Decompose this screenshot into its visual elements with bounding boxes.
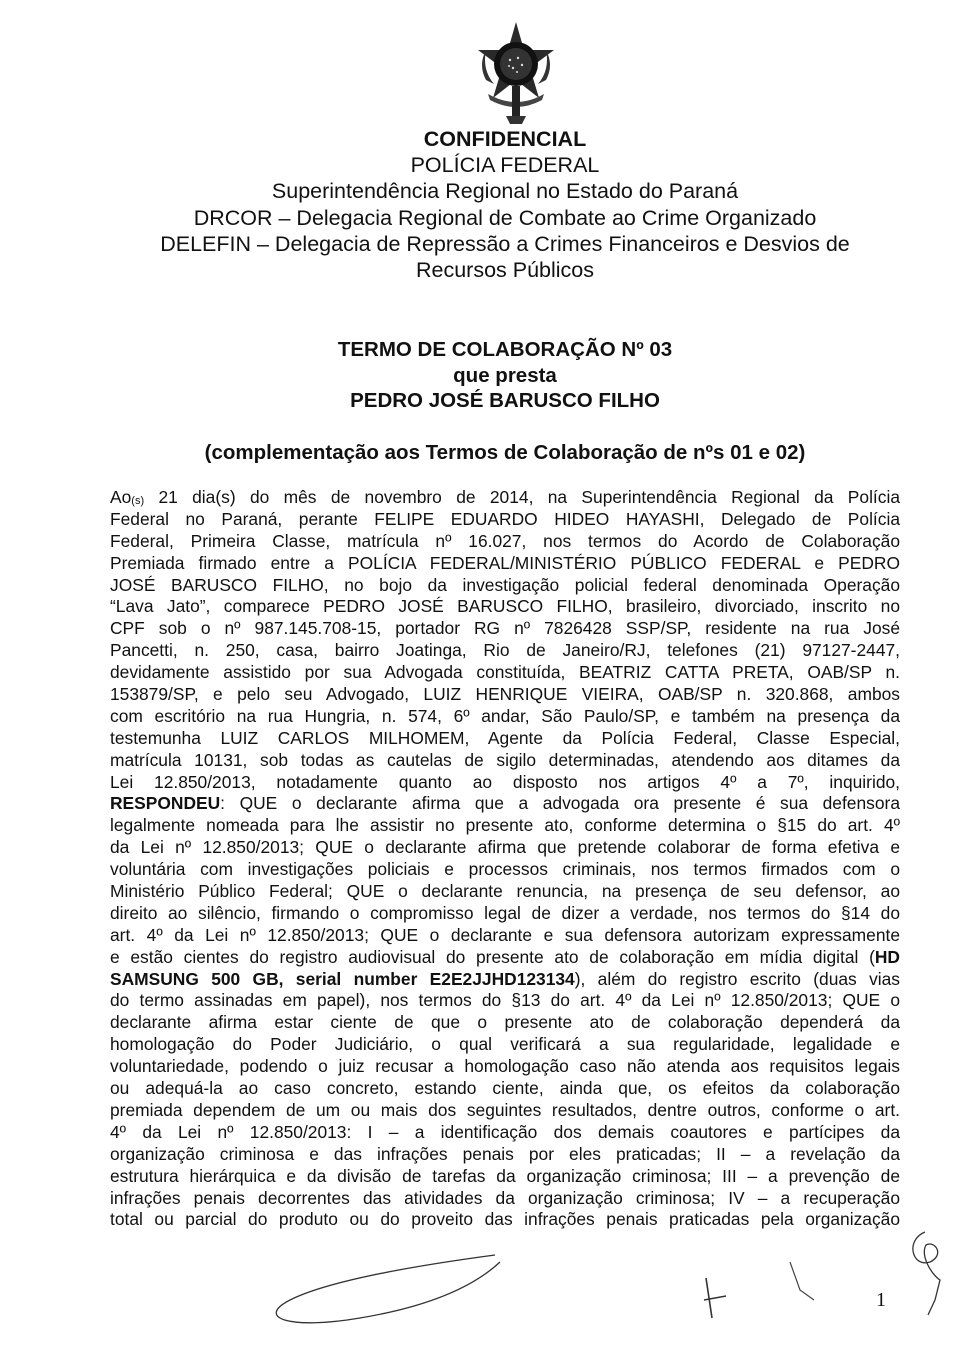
body-line: SAMSUNG 500 GB, serial number E2E2JJHD123134), além do registro escrito (duas vias bbox=[110, 968, 900, 989]
title-line-1: TERMO DE COLABORAÇÃO Nº 03 bbox=[337, 338, 673, 361]
body-line: homologação do Poder Judiciário, o qual verificará a sua regularidade, legalidade e bbox=[110, 1034, 900, 1055]
body-line: devidamente assistido por sua Advogada constituída, BEATRIZ CATTA PRETA, OAB/SP n. bbox=[110, 662, 900, 683]
body-line: 4º da Lei nº 12.850/2013: I – a identificação dos demais coautores e partícipes da bbox=[110, 1121, 900, 1142]
superintendency-name: Superintendência Regional no Estado do Paraná bbox=[271, 179, 739, 204]
signature-initial-2 bbox=[790, 1262, 814, 1300]
delefin-name-line2: Recursos Públicos bbox=[415, 258, 595, 283]
body-line: voluntária com investigações policiais e processos criminais, nos termos firmados com o bbox=[110, 859, 900, 880]
body-line: Ao(s) 21 dia(s) do mês de novembro de 2014, na Superintendência Regional da Polícia bbox=[110, 487, 900, 507]
page-number: 1 bbox=[876, 1289, 886, 1311]
signature-initial-1 bbox=[704, 1278, 726, 1318]
body-line: Pancetti, n. 250, casa, bairro Joatinga, Rio de Janeiro/RJ, telefones (21) 97127-2447, bbox=[110, 640, 900, 661]
body-line: e estão cientes do registro audiovisual do presente ato de colaboração em mídia digital (HD bbox=[110, 946, 900, 967]
body-line: JOSÉ BARUSCO FILHO, no bojo da investigação policial federal denominada Operação bbox=[110, 574, 900, 595]
document-body bbox=[110, 487, 900, 1231]
confidential-label: CONFIDENCIAL bbox=[423, 127, 587, 151]
body-line: Ministério Público Federal; QUE o declarante renuncia, na presença de seu defensor, ao bbox=[110, 881, 900, 902]
body-line: da Lei nº 12.850/2013; QUE o declarante afirma que pretende colaborar de forma efetiva e bbox=[110, 837, 900, 858]
body-line: direito ao silêncio, firmando o compromisso legal de dizer a verdade, nos termos do §14 do bbox=[110, 902, 900, 923]
title-line-2: que presta bbox=[453, 363, 557, 387]
responded-label: RESPONDEU bbox=[110, 793, 221, 814]
body-line: infrações penais decorrentes das atividades da organização criminosa; IV – a recuperação bbox=[110, 1187, 900, 1208]
body-line: matrícula 10131, sob todas as cautelas de sigilo determinadas, atendendo aos ditames da bbox=[110, 749, 900, 770]
body-line: premiada dependem de um ou mais dos seguintes resultados, dentre outros, conforme o art. bbox=[110, 1099, 900, 1120]
document-title bbox=[110, 337, 900, 414]
brazil-coat-of-arms-icon bbox=[466, 20, 566, 130]
body-line: “Lava Jato”, comparece PEDRO JOSÉ BARUSCO FILHO, brasileiro, divorciado, inscrito no bbox=[110, 596, 900, 617]
delefin-name-line1: DELEFIN – Delegacia de Repressão a Crimes Financeiros e Desvios de bbox=[160, 231, 850, 256]
body-line: Premiada firmado entre a POLÍCIA FEDERAL/MINISTÉRIO PÚBLICO FEDERAL e PEDRO bbox=[110, 552, 900, 573]
body-line: art. 4º da Lei nº 12.850/2013; QUE o declarante e sua defensora autorizam expressamente bbox=[110, 924, 900, 945]
body-line: Federal, Primeira Classe, matrícula nº 16.027, nos termos do Acordo de Colaboração bbox=[110, 530, 900, 551]
body-line: ou adequá-la ao caso concreto, estando ciente, ainda que, os efeitos da colaboração bbox=[110, 1078, 900, 1099]
body-line: com escritório na rua Hungria, n. 574, 6º andar, São Paulo/SP, e também na presença da bbox=[110, 705, 900, 726]
document-subtitle: (complementação aos Termos de Colaboração de nºs 01 e 02) bbox=[204, 441, 806, 464]
body-line: organização criminosa e das infrações penais por eles praticadas; II – a revelação da bbox=[110, 1143, 900, 1164]
body-line: legalmente nomeada para lhe assistir no presente ato, conforme determina o §15 do art. 4º bbox=[110, 815, 900, 836]
body-line: Federal no Paraná, perante FELIPE EDUARDO HIDEO HAYASHI, Delegado de Polícia bbox=[110, 508, 900, 529]
body-line: 153879/SP, e pelo seu Advogado, LUIZ HENRIQUE VIEIRA, OAB/SP n. 320.868, ambos bbox=[110, 684, 900, 705]
body-line: CPF sob o nº 987.145.708-15, portador RG nº 7826428 SSP/SP, residente na rua José bbox=[110, 618, 900, 639]
body-line: RESPONDEU: QUE o declarante afirma que a advogada ora presente é sua defensora bbox=[110, 793, 900, 814]
body-line: total ou parcial do produto ou do proveito das infrações penais praticadas pela organização bbox=[110, 1209, 900, 1230]
signature-rubric bbox=[913, 1232, 940, 1315]
title-line-3: PEDRO JOSÉ BARUSCO FILHO bbox=[350, 389, 660, 412]
body-line: do termo assinadas em papel), nos termos do §13 do art. 4º da Lei nº 12.850/2013; QUE o bbox=[110, 990, 900, 1011]
document-header bbox=[110, 126, 900, 283]
agency-name: POLÍCIA FEDERAL bbox=[410, 153, 600, 178]
body-line: Lei 12.850/2013, notadamente quanto ao disposto nos artigos 4º a 7º, inquirido, bbox=[110, 771, 900, 792]
body-line: declarante afirma estar ciente de que o presente ato de colaboração dependerá da bbox=[110, 1012, 900, 1033]
body-line: estrutura hierárquica e da divisão de tarefas da organização criminosa; III – a prevenção de bbox=[110, 1165, 900, 1186]
body-line: voluntariedade, podendo o juiz recusar a homologação caso não atenda aos requisitos legais bbox=[110, 1056, 900, 1077]
body-line: testemunha LUIZ CARLOS MILHOMEM, Agente da Polícia Federal, Classe Especial, bbox=[110, 727, 900, 748]
signature-main bbox=[276, 1255, 500, 1323]
device-serial: SAMSUNG 500 GB, serial number E2E2JJHD123134 bbox=[110, 968, 575, 989]
drcor-name: DRCOR – Delegacia Regional de Combate ao Crime Organizado bbox=[193, 205, 817, 230]
